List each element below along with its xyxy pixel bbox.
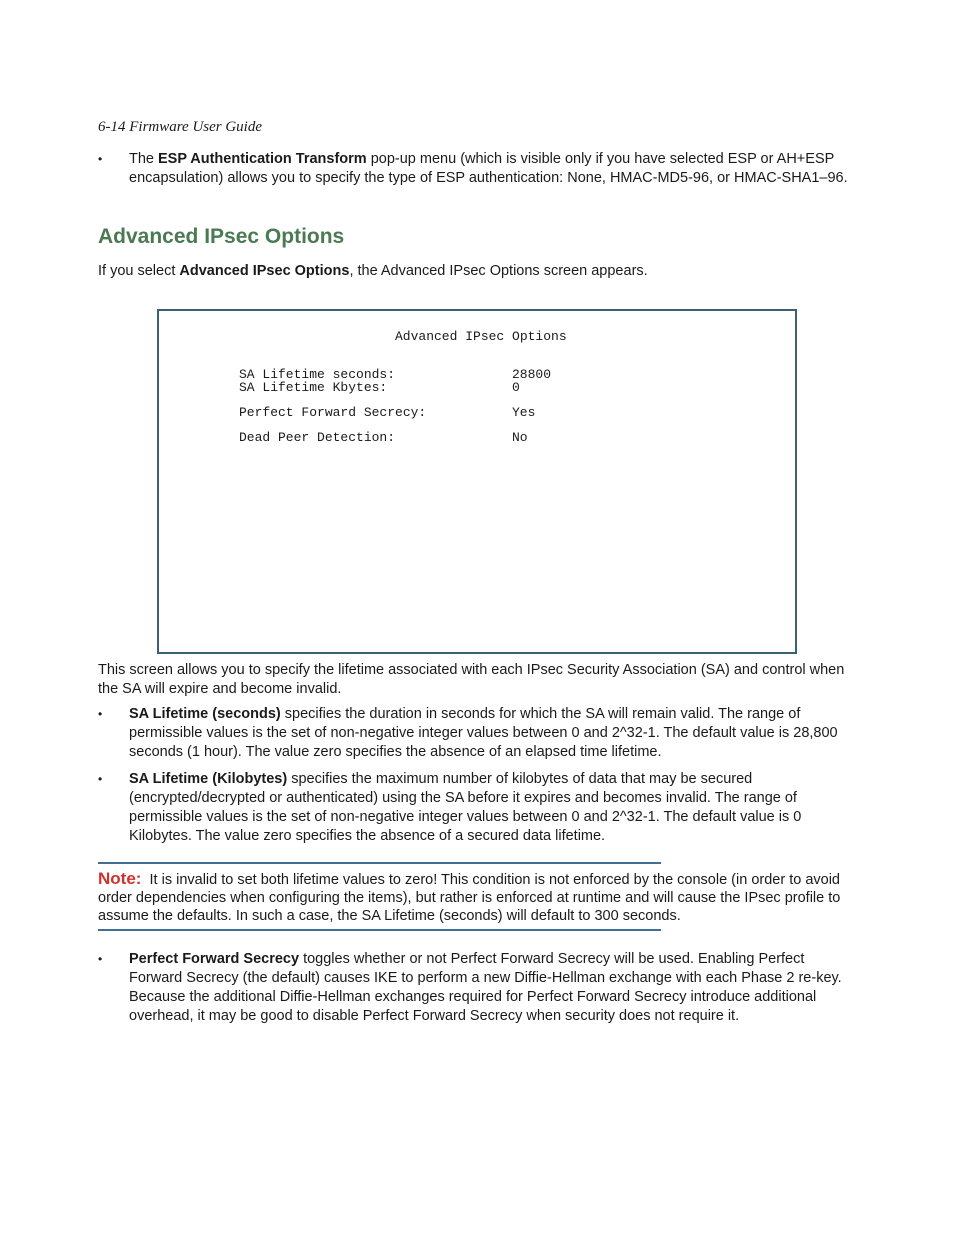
- sa-lifetime-kilobytes-bullet: [98, 770, 854, 846]
- note-text: It is invalid to set both lifetime values to zero! This condition is not enforced by the console (in order to avoid order dependencies when configuring the items), but rather is enforced at runtime and will cause the IPsec profile to assume the defaults. In such a case, the SA Lifetime (seconds) will default to 300 seconds.: [98, 872, 841, 924]
- intro-prefix: If you select: [98, 263, 180, 279]
- bullet-text: pop-up menu (which is visible only if you have selected ESP or AH+ESP encapsulation) allows you to specify the type of ESP authentication: None, HMAC-MD5-96, or HMAC-SHA1–96.: [129, 151, 848, 186]
- sa-lifetime-kbytes-value: 0: [512, 380, 520, 395]
- bullet-content: [129, 770, 854, 846]
- screen-description: This screen allows you to specify the lifetime associated with each IPsec Security Association (SA) and control when the SA will expire and become invalid.: [98, 662, 845, 697]
- sa-lifetime-kbytes-label: SA Lifetime Kbytes:: [239, 380, 388, 395]
- terminal-screen: [157, 309, 797, 654]
- section-intro: [98, 262, 854, 281]
- bullet-term: Perfect Forward Secrecy: [129, 951, 300, 967]
- bullet-term: SA Lifetime (seconds): [129, 706, 281, 722]
- bullet-content: [129, 150, 854, 188]
- bullet-glyph: •: [98, 772, 103, 786]
- bullet-glyph: •: [98, 952, 103, 966]
- note-label: Note:: [98, 869, 142, 888]
- screen-title: Advanced IPsec Options: [395, 329, 567, 344]
- bullet-prefix: The: [129, 151, 159, 167]
- intro-suffix: , the Advanced IPsec Options screen appears.: [349, 263, 648, 279]
- bullet-glyph: •: [98, 707, 103, 721]
- sa-lifetime-seconds-label: SA Lifetime seconds:: [239, 367, 396, 382]
- page-header: 6-14 Firmware User Guide: [98, 119, 263, 135]
- note-bottom-rule: [98, 929, 661, 931]
- note-top-rule: [98, 862, 661, 864]
- bullet-term: SA Lifetime (Kilobytes): [129, 771, 288, 787]
- pfs-value: Yes: [512, 405, 536, 420]
- bullet-content: [129, 705, 854, 762]
- bullet-text: specifies the duration in seconds for which the SA will remain valid. The range of permissible values is the set of non-negative integer values between 0 and 2^32-1. The default value is 28,800 seconds (1 hour). The value zero specifies the absence of an elapsed time lifetime.: [129, 706, 838, 760]
- bullet-term: ESP Authentication Transform: [158, 151, 367, 167]
- esp-auth-bullet: [98, 150, 854, 188]
- bullet-glyph: •: [98, 152, 103, 166]
- sa-lifetime-seconds-bullet: [98, 705, 854, 762]
- dpd-value: No: [512, 430, 528, 445]
- pfs-label: Perfect Forward Secrecy:: [239, 405, 427, 420]
- bullet-content: [129, 950, 854, 1026]
- dpd-label: Dead Peer Detection:: [239, 430, 396, 445]
- intro-term: Advanced IPsec Options: [179, 263, 350, 279]
- note-block: [98, 870, 854, 925]
- pfs-bullet: [98, 950, 854, 1026]
- sa-lifetime-seconds-value: 28800: [512, 367, 552, 382]
- section-heading: Advanced IPsec Options: [98, 225, 345, 248]
- bullet-text: toggles whether or not Perfect Forward Secrecy will be used. Enabling Perfect Forward Secrecy (the default) causes IKE to perform a new Diffie-Hellman exchange with each Phase 2 re-key. Because the additional Diffie-Hellman exchanges required for Perfect Forward Secrecy introduce additional overhead, it may be good to disable Perfect Forward Secrecy when security does not require it.: [129, 951, 842, 1024]
- bullet-text: specifies the maximum number of kilobytes of data that may be secured (encrypted/decrypted or authenticated) using the SA before it expires and becomes invalid. The range of permissible values is the set of non-negative integer values between 0 and 2^32-1. The default value is 0 Kilobytes. The value zero specifies the absence of a secured data lifetime.: [129, 771, 802, 844]
